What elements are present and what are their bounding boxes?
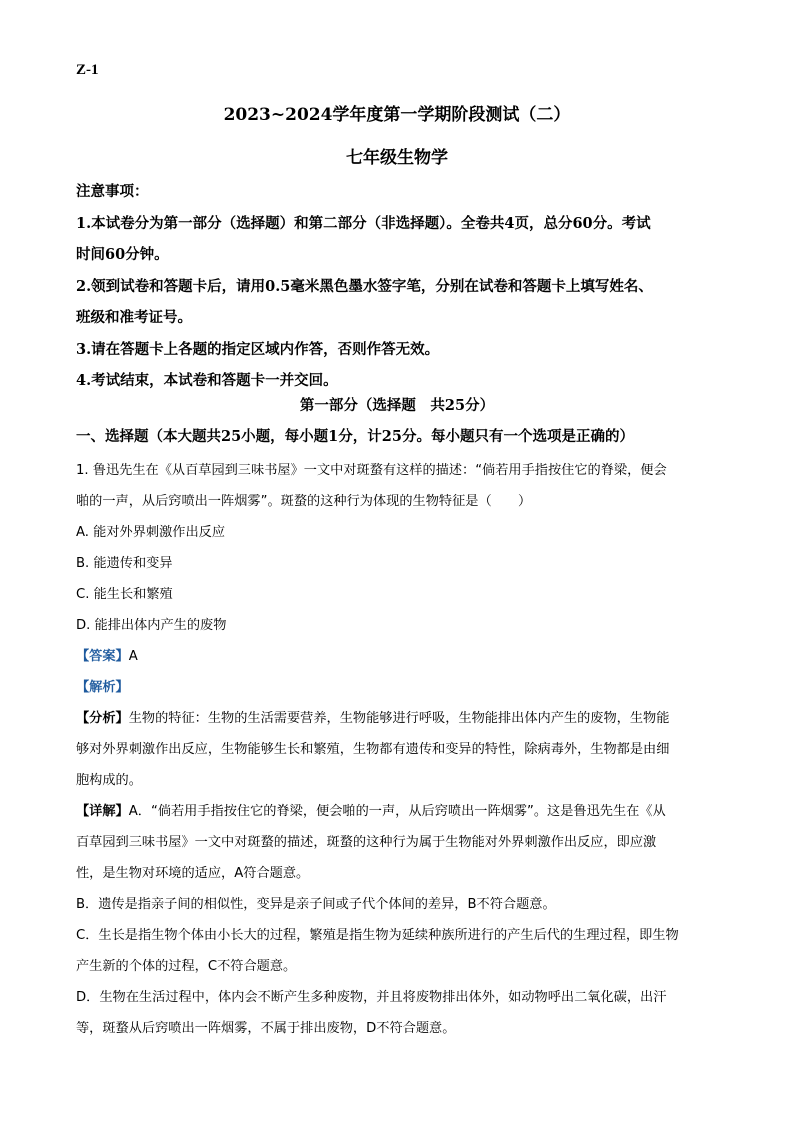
xiangjie-text: D．生物在生活过程中，体内会不断产生多种废物，并且将废物排出体外，如动物呼出二氧化碳，出汗	[76, 990, 667, 1005]
analysis-line	[76, 672, 721, 703]
fenxi-label: 【分析】	[76, 711, 129, 726]
xiangjie-label: 【详解】	[76, 804, 129, 819]
notes-line: 4.考试结束，本试卷和答题卡一并交回。	[76, 372, 338, 389]
option-a: A. 能对外界刺激作出反应	[76, 525, 226, 540]
option-d: D. 能排出体内产生的废物	[76, 618, 227, 633]
question-stem: 1. 鲁迅先生在《从百草园到三味书屋》一文中对斑蝥有这样的描述：“倘若用手指按住它的脊梁，便会	[76, 463, 667, 478]
fenxi-text: 生物的特征：生物的生活需要营养，生物能够进行呼吸，生物能排出体内产生的废物，生物能	[128, 711, 670, 726]
notes-heading: 注意事项：	[76, 183, 149, 200]
exam-title: 2023~2024学年度第一学期阶段测试（二）	[223, 105, 571, 125]
notes-section	[76, 176, 721, 397]
notes-line: 班级和准考证号。	[76, 309, 192, 326]
notes-line: 1.本试卷分为第一部分（选择题）和第二部分（非选择题）。全卷共4页，总分60分。考试	[76, 214, 651, 232]
answer-value: A	[128, 649, 138, 664]
option-c: C. 能生长和繁殖	[76, 587, 173, 602]
notes-line: 2.领到试卷和答题卡后，请用0.5毫米黑色墨水签字笔，分别在试卷和答题卡上填写姓名、	[76, 277, 653, 295]
xiangjie-text: A．“倘若用手指按住它的脊梁，便会啪的一声，从后窍喷出一阵烟雾”。这是鲁迅先生在《从	[128, 804, 666, 819]
answer-label: 【答案】	[76, 649, 129, 664]
paper-code: Z-1	[76, 62, 99, 78]
question-stem: 啪的一声，从后窍喷出一阵烟雾”。斑蝥的这种行为体现的生物特征是（ ）	[76, 494, 532, 509]
analysis-label: 【解析】	[76, 680, 129, 695]
xiangjie-text: 百草园到三味书屋》一文中对斑蝥的描述，斑蝥的这种行为属于生物能对外界刺激作出反应，即应激	[76, 835, 657, 850]
exam-subject: 七年级生物学	[346, 148, 448, 168]
fenxi-line	[76, 703, 721, 734]
notes-line: 3.请在答题卡上各题的指定区域内作答，否则作答无效。	[76, 340, 440, 358]
xiangjie-text: B．遗传是指亲子间的相似性，变异是亲子间或子代个体间的差异，B不符合题意。	[76, 897, 556, 912]
fenxi-text: 胞构成的。	[76, 773, 142, 788]
xiangjie-text: 性，是生物对环境的适应，A符合题意。	[76, 866, 310, 881]
xiangjie-text: 等，斑蝥从后窍喷出一阵烟雾，不属于排出废物，D不符合题意。	[76, 1021, 456, 1036]
question-1	[76, 455, 721, 1044]
xiangjie-text: C．生长是指生物个体由小长大的过程，繁殖是指生物为延续种族所进行的产生后代的生理过程，即生物	[76, 928, 679, 943]
answer-line	[76, 641, 721, 672]
part-one-instruction: 一、选择题（本大题共25小题，每小题1分，计25分。每小题只有一个选项是正确的）	[76, 428, 634, 445]
option-b: B. 能遗传和变异	[76, 556, 173, 571]
fenxi-text: 够对外界刺激作出反应，生物能够生长和繁殖，生物都有遗传和变异的特性，除病毒外，生物都是由细	[76, 742, 670, 757]
xiangjie-line	[76, 796, 721, 827]
notes-line: 时间60分钟。	[76, 246, 169, 263]
part-one-title: 第一部分（选择题 共25分）	[299, 397, 495, 414]
xiangjie-text: 产生新的个体的过程，C不符合题意。	[76, 959, 297, 974]
